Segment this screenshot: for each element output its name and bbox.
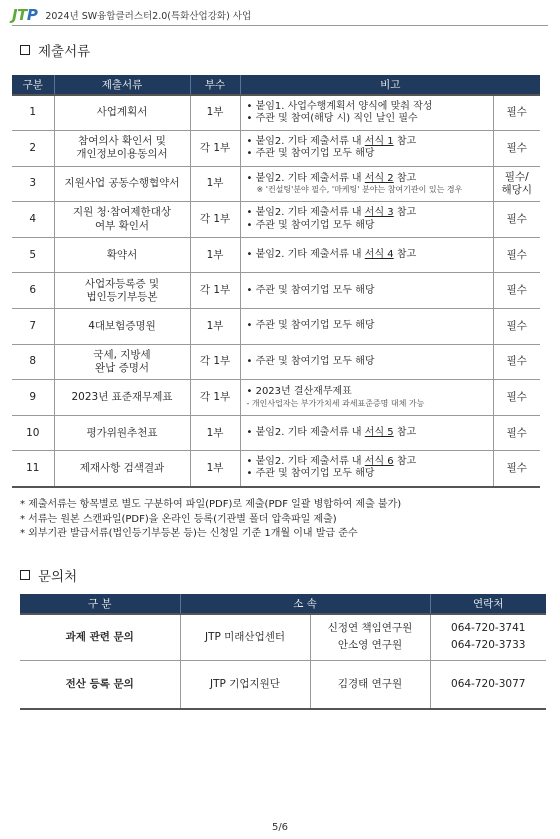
- header-no: 구분: [12, 75, 54, 95]
- remark-text: 참고: [393, 207, 417, 219]
- document-no: 3: [12, 166, 54, 202]
- remark-bullet: [247, 249, 490, 262]
- required-text: 필수: [506, 426, 527, 439]
- contacts-table-header: [20, 594, 546, 614]
- required-text: 필수: [506, 106, 527, 119]
- required-text: 필수: [506, 319, 527, 332]
- document-name-line: 4대보험증명원: [88, 319, 156, 332]
- document-name: [54, 380, 190, 416]
- document-name: [54, 202, 190, 238]
- document-no: 11: [12, 451, 54, 487]
- document-required: [493, 166, 540, 202]
- document-required: [493, 273, 540, 309]
- document-name-line: 여부 확인서: [94, 219, 150, 232]
- contact-person: 안소영 연구원: [337, 639, 403, 652]
- remark-text: 붙임2. 기타 제출서류 내: [255, 248, 365, 260]
- document-no: 6: [12, 273, 54, 309]
- contact-phone: 064-720-3741: [451, 622, 526, 635]
- document-row: [12, 415, 540, 451]
- header-category: 구 분: [20, 594, 180, 614]
- documents-table: [12, 75, 540, 488]
- contacts-table: [20, 594, 546, 710]
- remark-bullet: [247, 113, 490, 126]
- document-row: [12, 273, 540, 309]
- footnote: * 서류는 원본 스캔파일(PDF)을 온라인 등록(기관별 폴더 압축파일 제출): [20, 513, 337, 525]
- document-copies: 각 1부: [190, 344, 240, 380]
- document-name: [54, 344, 190, 380]
- document-required: [493, 309, 540, 345]
- document-copies: 각 1부: [190, 380, 240, 416]
- contact-row: [20, 660, 546, 709]
- document-name-line: 2023년 표준재무제표: [71, 390, 173, 403]
- document-name-line: 지원사업 공동수행협약서: [64, 177, 180, 190]
- remark-text: 참고: [393, 455, 417, 467]
- section-title-documents: 제출서류: [20, 40, 90, 60]
- document-no: 7: [12, 309, 54, 345]
- remark-bullet: [247, 386, 490, 399]
- document-copies: 각 1부: [190, 273, 240, 309]
- document-name-line: 평가위원추천표: [86, 426, 158, 439]
- remark-bullet: [247, 136, 490, 149]
- remark-text: 붙임2. 기타 제출서류 내: [255, 426, 365, 438]
- required-text: 필수: [506, 141, 527, 154]
- checkbox-square-icon: [20, 570, 30, 580]
- document-name-line: 완납 증명서: [94, 361, 150, 374]
- document-required: [493, 95, 540, 131]
- document-copies: 각 1부: [190, 202, 240, 238]
- contact-people: [310, 614, 430, 660]
- document-copies: 각 1부: [190, 131, 240, 167]
- document-remarks: [240, 131, 493, 167]
- footnotes: [20, 498, 401, 542]
- document-row: [12, 380, 540, 416]
- contact-category: 과제 관련 문의: [20, 614, 180, 660]
- remark-text: 서식 4: [364, 248, 394, 260]
- document-remarks: [240, 380, 493, 416]
- contact-person: 김경태 연구원: [310, 660, 430, 709]
- document-row: [12, 202, 540, 238]
- header-document: 제출서류: [54, 75, 190, 95]
- document-remarks: [240, 273, 493, 309]
- required-text: 해당시: [501, 183, 532, 196]
- document-name: [54, 451, 190, 487]
- footnote: * 외부기관 발급서류(법인등기부등본 등)는 신청일 기준 1개월 이내 발급 준수: [20, 528, 358, 539]
- document-name-line: 사업계획서: [96, 106, 148, 119]
- document-name: [54, 309, 190, 345]
- document-row: [12, 166, 540, 202]
- document-required: [493, 202, 540, 238]
- document-name-line: 법인등기부등본: [86, 290, 158, 303]
- required-text: 필수: [506, 390, 527, 403]
- document-no: 4: [12, 202, 54, 238]
- document-required: [493, 451, 540, 487]
- required-text: 필수: [506, 284, 527, 297]
- remark-text: 붙임2. 기타 제출서류 내: [255, 455, 365, 467]
- document-name-line: 개인정보이용동의서: [76, 148, 168, 161]
- document-row: [12, 131, 540, 167]
- contact-phone: 064-720-3077: [430, 660, 546, 709]
- contact-phone: 064-720-3733: [451, 639, 526, 652]
- remark-text: 붙임2. 기타 제출서류 내: [255, 207, 365, 219]
- document-remarks: [240, 237, 493, 273]
- header-title: 2024년 SW융합클러스터2.0(특화산업강화) 사업: [45, 10, 252, 22]
- remark-bullet: [247, 173, 490, 186]
- contact-org: JTP 미래산업센터: [180, 614, 310, 660]
- remark-bullet: [247, 320, 490, 333]
- document-copies: 1부: [190, 166, 240, 202]
- document-required: [493, 344, 540, 380]
- remark-text: 서식 2: [364, 172, 394, 184]
- document-remarks: [240, 166, 493, 202]
- remark-bullet: [247, 468, 490, 481]
- document-name-line: 국세, 지방세: [93, 348, 151, 361]
- remark-bullet: [247, 427, 490, 440]
- page-header: [12, 4, 548, 26]
- remark-text: 붙임2. 기타 제출서류 내: [255, 135, 365, 147]
- footnote: * 제출서류는 항목별로 별도 구분하여 파일(PDF)로 제출(PDF 일괄 병합하여 제출 불가): [20, 499, 402, 510]
- remark-bullet: [247, 148, 490, 161]
- remark-bullet: [247, 101, 490, 114]
- document-remarks: [240, 451, 493, 487]
- checkbox-square-icon: [20, 45, 30, 55]
- document-name: [54, 415, 190, 451]
- remark-text: 서식 6: [364, 455, 394, 467]
- document-required: [493, 415, 540, 451]
- remark-text: 참고: [393, 248, 417, 260]
- document-copies: 1부: [190, 415, 240, 451]
- remark-text: 참고: [393, 135, 417, 147]
- document-required: [493, 131, 540, 167]
- document-name: [54, 131, 190, 167]
- document-name: [54, 273, 190, 309]
- remark-text: 주관 및 참여기업 모두 해당: [255, 284, 375, 296]
- remark-text: 서식 1: [364, 135, 394, 147]
- document-no: 5: [12, 237, 54, 273]
- document-no: 8: [12, 344, 54, 380]
- document-remarks: [240, 344, 493, 380]
- document-name-line: 제재사항 검색결과: [79, 461, 165, 474]
- document-required: [493, 380, 540, 416]
- header-remarks: 비고: [240, 75, 540, 95]
- remark-subnote: - 개인사업자는 부가가치세 과세표준증명 대체 가능: [246, 398, 425, 408]
- document-row: [12, 344, 540, 380]
- contact-org: JTP 기업지원단: [180, 660, 310, 709]
- header-affiliation: 소 속: [180, 594, 430, 614]
- required-text: 필수/: [504, 170, 529, 183]
- document-copies: 1부: [190, 451, 240, 487]
- required-text: 필수: [506, 355, 527, 368]
- remark-bullet: [247, 285, 490, 298]
- contact-phones: [430, 614, 546, 660]
- contact-category: 전산 등록 문의: [20, 660, 180, 709]
- remark-subnote: ※ '컨설팅'분야 필수, '마케팅' 분야는 참여기관이 있는 경우: [256, 185, 463, 195]
- document-no: 1: [12, 95, 54, 131]
- document-name: [54, 237, 190, 273]
- remark-text: 2023년 결산재무제표: [255, 386, 352, 398]
- remark-text: 주관 및 참여(해당 시) 직인 날인 필수: [255, 113, 418, 125]
- header-copies: 부수: [190, 75, 240, 95]
- remark-text: 주관 및 참여기업 모두 해당: [255, 355, 375, 367]
- documents-table-header: [12, 75, 540, 95]
- document-required: [493, 237, 540, 273]
- document-row: [12, 309, 540, 345]
- remark-text: 참고: [393, 426, 417, 438]
- remark-bullet: [247, 356, 490, 369]
- remark-text: 서식 3: [364, 207, 394, 219]
- section-title-contacts: 문의처: [20, 565, 77, 585]
- remark-text: 주관 및 참여기업 모두 해당: [255, 219, 375, 231]
- document-row: [12, 451, 540, 487]
- remark-text: 붙임1. 사업수행계획서 양식에 맞춰 작성: [255, 100, 433, 112]
- document-remarks: [240, 95, 493, 131]
- contact-row: [20, 614, 546, 660]
- remark-text: 주관 및 참여기업 모두 해당: [255, 148, 375, 160]
- document-remarks: [240, 309, 493, 345]
- required-text: 필수: [506, 248, 527, 261]
- remark-text: 주관 및 참여기업 모두 해당: [255, 468, 375, 480]
- document-name: [54, 95, 190, 131]
- document-copies: 1부: [190, 237, 240, 273]
- page-number: 5/6: [271, 822, 289, 833]
- document-copies: 1부: [190, 95, 240, 131]
- remark-text: 참고: [393, 172, 417, 184]
- document-name-line: 지원 청·참여제한대상: [73, 206, 171, 219]
- remark-bullet: [247, 456, 490, 469]
- remark-bullet: [247, 207, 490, 220]
- document-name-line: 사업자등록증 및: [84, 277, 160, 290]
- document-no: 10: [12, 415, 54, 451]
- remark-text: 주관 및 참여기업 모두 해당: [255, 320, 375, 332]
- remark-bullet: [247, 220, 490, 233]
- header-phone: 연락처: [430, 594, 546, 614]
- document-remarks: [240, 415, 493, 451]
- document-no: 2: [12, 131, 54, 167]
- jtp-logo: JTP: [12, 5, 38, 24]
- document-row: [12, 95, 540, 131]
- required-text: 필수: [506, 213, 527, 226]
- document-remarks: [240, 202, 493, 238]
- document-row: [12, 237, 540, 273]
- remark-text: 서식 5: [364, 426, 394, 438]
- remark-text: 붙임2. 기타 제출서류 내: [255, 172, 365, 184]
- document-name-line: 참여의사 확인서 및: [78, 135, 166, 148]
- document-no: 9: [12, 380, 54, 416]
- document-copies: 1부: [190, 309, 240, 345]
- document-name: [54, 166, 190, 202]
- required-text: 필수: [506, 461, 527, 474]
- document-name-line: 확약서: [106, 248, 138, 261]
- contact-person: 신정연 책임연구원: [327, 622, 413, 635]
